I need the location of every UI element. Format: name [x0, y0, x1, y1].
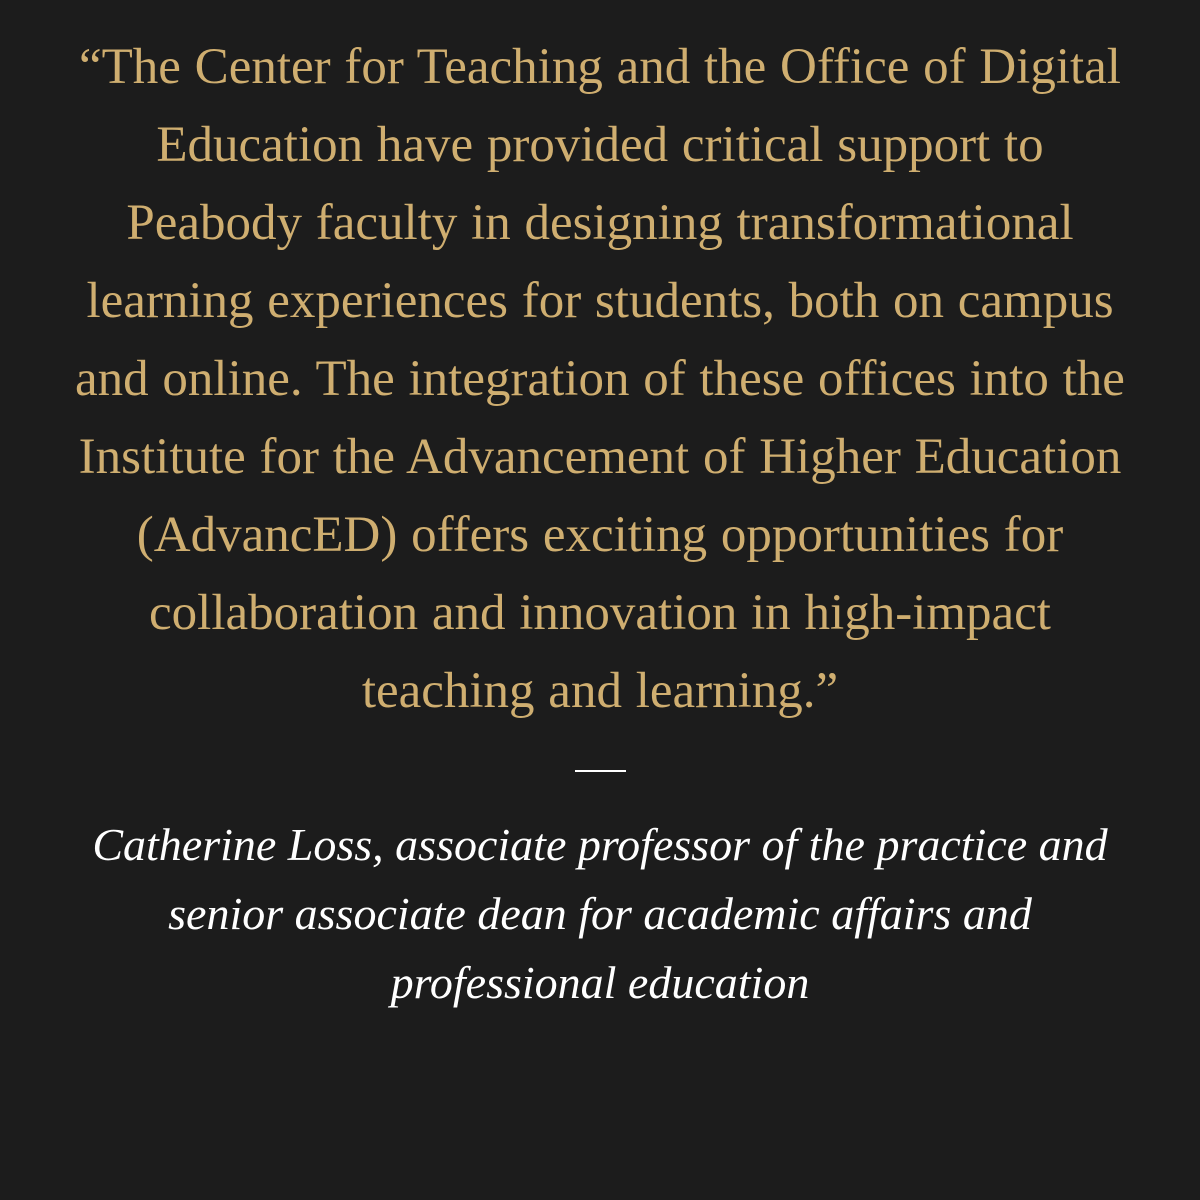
divider-line	[575, 770, 626, 772]
attribution-text: Catherine Loss, associate professor of the practice and senior associate dean for academic affairs and professional education	[92, 819, 1108, 1008]
quote-text: “The Center for Teaching and the Office of Digital Education have provided critical support to Peabody faculty in designing transformational learning experiences for students, both on campus and online. The integration of these offices into the Institute for the Advancement of Higher Education (AdvancED) offers exciting opportunities for collaboration and innovation in high-impact teaching and learning.”	[75, 39, 1125, 719]
